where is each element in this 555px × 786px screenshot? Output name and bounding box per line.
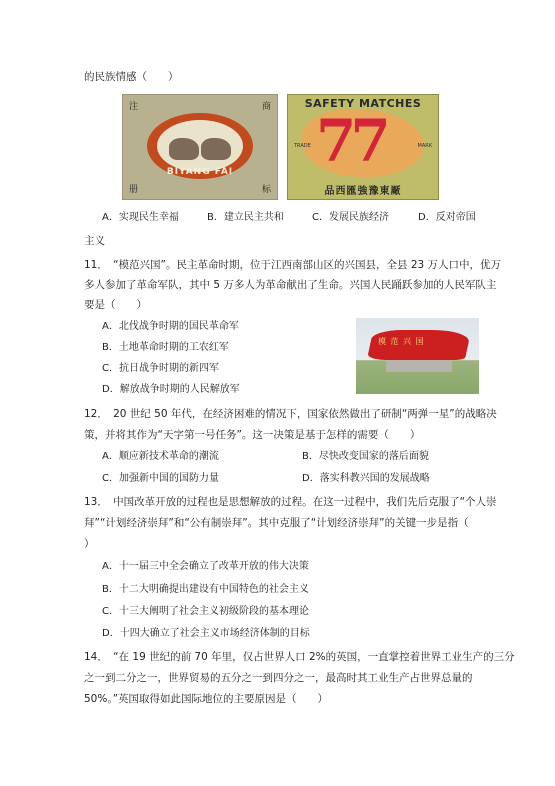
q12-line-2: 策，并将其作为“天字第一号任务”。这一决策是基于怎样的需要（ ） <box>84 429 421 441</box>
q12-option-b: B．尽快改变国家的落后面貌 <box>302 451 429 462</box>
trademark-corner-bl: 册 <box>129 185 139 195</box>
elephant-right-icon <box>201 138 231 160</box>
mark-label: MARK <box>417 143 432 149</box>
q13-option-c: C．十三大阐明了社会主义初级阶段的基本理论 <box>102 606 309 617</box>
safety-matches-image <box>287 94 439 200</box>
q10-option-c: C．发展民族经济 <box>312 212 389 223</box>
trademark-emblem-inner <box>157 120 243 172</box>
matches-bottom-text: 品西匯強豫東厰 <box>324 186 402 197</box>
trademark-band-text: BIYANG FAI <box>166 167 234 177</box>
q14-line-1: 14． “在 19 世纪的前 70 年里，仅占世界人口 2%的英国，一直掌控着世界工业生产的三分 <box>84 651 515 663</box>
q11-option-d: D．解放战争时期的人民解放军 <box>102 384 240 395</box>
elephant-left-icon <box>169 138 199 160</box>
q11-line-3: 要是（ ） <box>84 299 147 311</box>
trademark-corner-tl: 注 <box>129 102 139 112</box>
q13-line-2: 拜”“计划经济崇拜”和“公有制崇拜”。其中克服了“计划经济崇拜”的关键一步是指（ <box>84 517 469 529</box>
trade-label: TRADE <box>294 143 311 149</box>
monument-text: 模 范 兴 国 <box>378 337 425 346</box>
trademark-image <box>122 94 278 200</box>
matches-title: SAFETY MATCHES <box>304 97 422 110</box>
q12-option-c: C．加强新中国的国防力量 <box>102 473 219 484</box>
question-10-stem-tail: 的民族情感（ ） <box>84 71 179 83</box>
q13-option-a: A．十一届三中全会确立了改革开放的伟大决策 <box>102 561 309 572</box>
q14-line-3: 50%。”英国取得如此国际地位的主要原因是（ ） <box>84 693 329 705</box>
q12-option-d: D．落实科教兴国的发展战略 <box>302 473 430 484</box>
q13-option-b: B．十二大明确提出建设有中国特色的社会主义 <box>102 584 309 595</box>
q13-line-1: 13． 中国改革开放的过程也是思想解放的过程。在这一过程中，我们先后克服了“个人崇 <box>84 496 497 508</box>
q14-line-2: 之一到二分之一，世界贸易的五分之一到四分之一，最高时其工业生产占世界总量的 <box>84 672 473 684</box>
q10-option-b: B．建立民主共和 <box>207 212 284 223</box>
monument-base <box>386 360 452 372</box>
q11-option-b: B．土地革命时期的工农红军 <box>102 342 229 353</box>
trademark-corner-tr: 商 <box>261 102 271 112</box>
q10-option-d-wrap: 主义 <box>84 235 105 247</box>
xingguo-monument-image <box>356 318 479 394</box>
q10-option-a: A．实现民生幸福 <box>102 212 179 223</box>
q11-option-c: C．抗日战争时期的新四军 <box>102 363 219 374</box>
q13-line-3: ） <box>84 538 95 550</box>
trademark-corner-br: 标 <box>261 185 271 195</box>
q11-option-a: A．北伐战争时期的国民革命军 <box>102 321 239 332</box>
q11-line-2: 多人参加了革命军队，其中 5 万多人为革命献出了生命。兴国人民踊跃参加的人民军队主 <box>84 279 497 291</box>
q11-line-1: 11． “模范兴国”。民主革命时期，位于江西南部山区的兴国县，全县 23 万人口中，优万 <box>84 259 502 271</box>
q12-line-1: 12． 20 世纪 50 年代，在经济困难的情况下，国家依然做出了研制“两弹一星”的战略决 <box>84 408 497 420</box>
q10-option-d: D．反对帝国 <box>418 212 476 223</box>
q12-option-a: A．顺应新技术革命的潮流 <box>102 451 219 462</box>
matches-number: 77 <box>316 107 385 175</box>
q13-option-d: D．十四大确立了社会主义市场经济体制的目标 <box>102 628 310 639</box>
